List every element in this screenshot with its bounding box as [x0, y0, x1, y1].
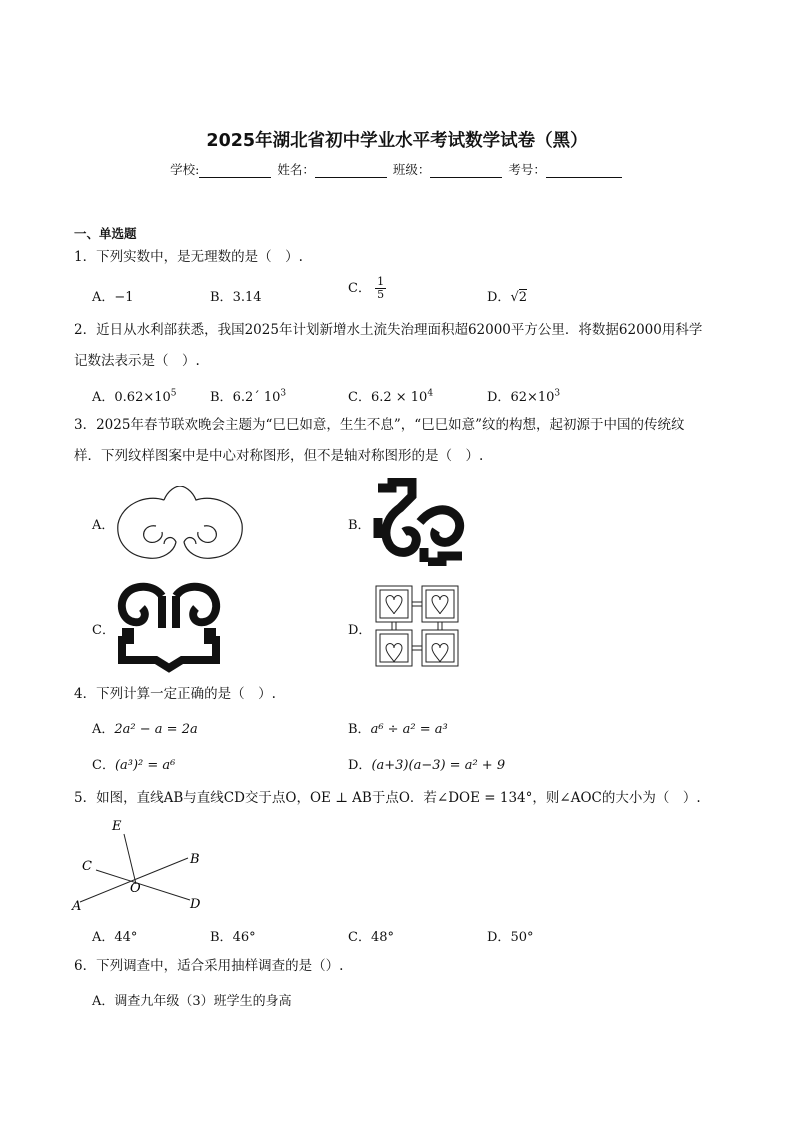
option-text: 46°: [232, 930, 256, 945]
option-text: 48°: [370, 930, 394, 945]
option-exponent: 3: [554, 388, 561, 399]
point-label-b: B: [190, 852, 200, 867]
q4-option-d: [348, 754, 505, 773]
option-label: D．: [487, 290, 511, 305]
option-text: (a³)² = a⁶: [114, 758, 176, 773]
option-label: A．: [92, 994, 115, 1009]
q4-option-b: [348, 718, 448, 737]
student-info-row: [0, 160, 794, 178]
option-exponent: 5: [170, 388, 177, 399]
option-label: A．: [92, 722, 115, 737]
point-label-d: D: [190, 897, 201, 912]
exam-title: 2025年湖北省初中学业水平考试数学试卷（黑）: [206, 131, 588, 151]
option-label: B．: [210, 390, 233, 405]
option-exponent: 3: [280, 388, 287, 399]
q3-option-d-label: D．: [348, 623, 372, 638]
heart-pattern-figure-d: [372, 582, 462, 670]
option-base: 62×10: [510, 390, 555, 405]
q1-option-a: [92, 286, 134, 305]
section-title: 一、单选题: [74, 226, 137, 241]
option-text: 2: [518, 290, 528, 305]
school-label: 学校:: [170, 162, 200, 177]
option-label: D．: [348, 758, 372, 773]
question-2-stem-line-1: 2．近日从水利部获悉，我国2025年计划新增水土流失治理面积超62000平方公里．将数据62000用科学: [74, 322, 703, 338]
q1-option-d: [487, 286, 527, 305]
point-label-c: C: [82, 859, 92, 874]
question-1-stem: 1．下列实数中，是无理数的是（ ）.: [74, 249, 303, 265]
cloud-pattern-figure-a: [116, 486, 244, 560]
option-label: A．: [92, 390, 115, 405]
option-base: 6.2´ 10: [232, 390, 281, 405]
option-exponent: 4: [427, 388, 434, 399]
q2-option-d: [487, 386, 560, 405]
q1-option-c: [348, 276, 386, 301]
option-text: a⁶ ÷ a² = a³: [370, 722, 448, 737]
option-text: 调查九年级（3）班学生的身高: [114, 994, 292, 1009]
q5-option-b: [210, 926, 256, 945]
class-blank: [430, 164, 502, 178]
option-label: A．: [92, 930, 115, 945]
fraction-denominator: 5: [377, 288, 385, 301]
question-5-stem: 5．如图，直线AB与直线CD交于点O，OE ⊥ AB于点O．若∠DOE = 134°，则∠AOC的大小为（ ）.: [74, 790, 701, 806]
q2-option-a: [92, 386, 177, 405]
option-label: B．: [348, 722, 371, 737]
q6-option-a: [92, 990, 292, 1009]
point-label-a: A: [72, 899, 82, 912]
school-blank: [199, 164, 271, 178]
option-label: C．: [348, 930, 371, 945]
exam-number-label: 考号：: [508, 162, 546, 177]
option-text: 44°: [114, 930, 138, 945]
class-label: 班级：: [392, 162, 431, 177]
exam-number-blank: [546, 164, 622, 178]
q3-option-b-label: B．: [348, 518, 371, 533]
option-label: D．: [487, 930, 511, 945]
option-base: 0.62×10: [114, 390, 171, 405]
q5-option-a: [92, 926, 137, 945]
option-label: D．: [487, 390, 511, 405]
option-label: C．: [348, 281, 371, 296]
question-3-stem-line-2: 样．下列纹样图案中是中心对称图形，但不是轴对称图形的是（ ）.: [74, 448, 484, 464]
option-label: C．: [92, 758, 115, 773]
option-text: (a+3)(a−3) = a² + 9: [371, 758, 506, 773]
q3-option-a-label: A．: [92, 518, 115, 533]
ruyi-pattern-figure-b: [372, 478, 468, 566]
option-label: B．: [210, 930, 233, 945]
intersecting-lines-figure: [70, 818, 210, 912]
q5-option-c: [348, 926, 394, 945]
option-text: 50°: [510, 930, 534, 945]
option-text: 3.14: [232, 290, 262, 305]
option-text: 2a² − a = 2a: [114, 722, 198, 737]
q4-option-c: [92, 754, 175, 773]
ruyi-pattern-figure-c: [116, 578, 222, 674]
question-4-stem: 4．下列计算一定正确的是（ ）.: [74, 686, 276, 702]
option-label: C．: [348, 390, 371, 405]
option-label: A．: [92, 290, 115, 305]
q1-option-b: [210, 286, 262, 305]
q3-option-c-label: C．: [92, 623, 115, 638]
question-3-stem-line-1: 3．2025年春节联欢晚会主题为“巳巳如意，生生不息”，“巳巳如意”纹的构想，起初源于中国的传统纹: [74, 417, 685, 433]
option-label: B．: [210, 290, 233, 305]
name-label: 姓名：: [277, 162, 315, 177]
fraction: [375, 276, 386, 301]
q4-option-a: [92, 718, 198, 737]
q2-option-c: [348, 386, 433, 405]
option-base: 6.2 × 10: [370, 390, 428, 405]
fraction-numerator: 1: [377, 275, 385, 288]
question-2-stem-line-2: 记数法表示是（ ）.: [74, 353, 200, 369]
q2-option-b: [210, 386, 286, 405]
question-6-stem: 6．下列调查中，适合采用抽样调查的是（）.: [74, 958, 344, 974]
option-text: −1: [114, 290, 134, 305]
point-label-e: E: [112, 819, 122, 834]
point-label-o: O: [130, 881, 141, 896]
name-blank: [315, 164, 387, 178]
q5-option-d: [487, 926, 533, 945]
sqrt-symbol: √: [510, 290, 519, 305]
